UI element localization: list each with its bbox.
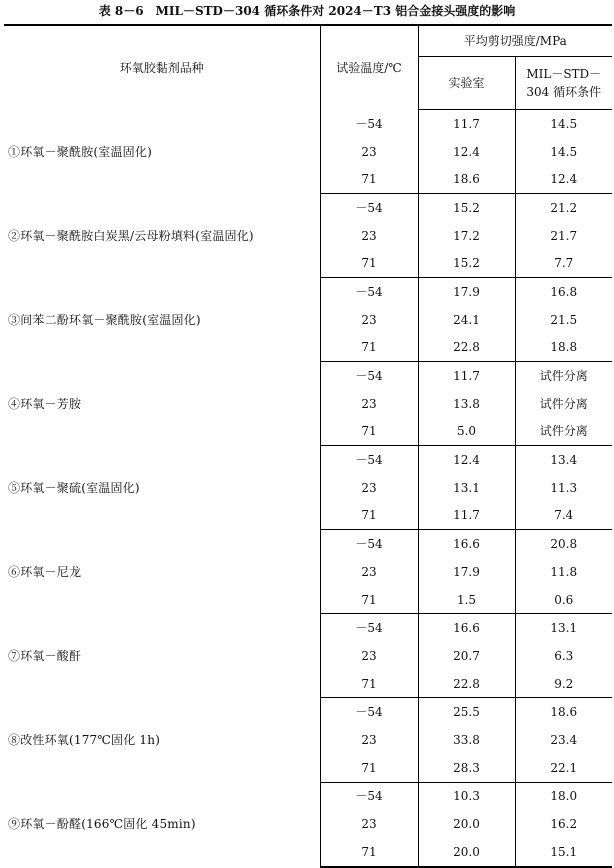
adhesive-name: ④环氧－芳胺	[4, 362, 320, 446]
mil-cycle-strength-cell: 18.6	[550, 705, 578, 720]
laboratory-strength-cell: 13.1	[418, 474, 515, 502]
laboratory-strength-cell: 16.6	[418, 530, 515, 558]
mil-cycle-strength-cell: 13.4	[550, 453, 578, 468]
test-temperature-cell: 71	[320, 838, 418, 867]
mil-cycle-strength-cell: 21.5	[550, 312, 578, 327]
test-temperature-cell: －54	[320, 614, 418, 642]
table-row	[4, 194, 612, 222]
mil-cycle-strength-cell: 14.5	[550, 144, 578, 159]
laboratory-strength-cell: 17.9	[418, 558, 515, 586]
mil-cycle-strength-cell: 21.7	[550, 228, 578, 243]
laboratory-strength-cell: 28.3	[418, 754, 515, 782]
test-temperature-cell: －54	[320, 278, 418, 306]
test-temperature-cell: －54	[320, 362, 418, 390]
laboratory-strength-cell: 22.8	[418, 334, 515, 362]
mil-cycle-strength-cell: 试件分离	[539, 396, 588, 411]
laboratory-strength-cell: 11.7	[418, 362, 515, 390]
table-row	[4, 278, 612, 306]
laboratory-strength-cell: 24.1	[418, 306, 515, 334]
mil-cycle-strength-cell: 14.5	[550, 116, 578, 131]
mil-cycle-strength-cell: 试件分离	[539, 369, 588, 384]
mil-cycle-strength-cell: 11.3	[550, 480, 578, 495]
table-row	[4, 782, 612, 810]
mil-cycle-strength-cell: 21.2	[550, 200, 578, 215]
laboratory-strength-cell: 17.9	[418, 278, 515, 306]
adhesive-name: ③间苯二酚环氧－聚酰胺(室温固化)	[4, 278, 320, 362]
table-row	[4, 530, 612, 558]
laboratory-strength-cell: 16.6	[418, 614, 515, 642]
laboratory-strength-cell: 1.5	[418, 586, 515, 614]
test-temperature-cell: 71	[320, 586, 418, 614]
adhesive-name: ⑤环氧－聚硫(室温固化)	[4, 446, 320, 530]
header-mil-line1: MIL－STD－	[526, 67, 602, 81]
mil-cycle-strength-cell: 18.8	[515, 334, 612, 362]
laboratory-strength-cell: 15.2	[418, 249, 515, 277]
table-row	[4, 698, 612, 726]
adhesive-name: ②环氧－聚酰胺白炭黑/云母粉填料(室温固化)	[4, 194, 320, 278]
mil-cycle-strength-cell: 18.0	[550, 789, 578, 804]
test-temperature-cell: 23	[320, 810, 418, 838]
laboratory-strength-cell: 12.4	[418, 446, 515, 474]
header-laboratory: 实验室	[418, 57, 515, 110]
adhesive-name: ⑨环氧－酚醛(166℃固化 45min)	[4, 782, 320, 867]
laboratory-strength-cell: 15.2	[418, 194, 515, 222]
mil-cycle-strength-cell: 7.7	[515, 249, 612, 277]
table-row	[4, 446, 612, 474]
table-row	[4, 614, 612, 642]
header-mil-cycle	[515, 57, 612, 110]
laboratory-strength-cell: 11.7	[418, 110, 515, 138]
mil-cycle-strength-cell: 9.2	[515, 670, 612, 698]
laboratory-strength-cell: 11.7	[418, 502, 515, 530]
laboratory-strength-cell: 20.0	[418, 838, 515, 867]
test-temperature-cell: 71	[320, 165, 418, 193]
table-row	[4, 110, 612, 138]
mil-cycle-strength-cell: 16.8	[550, 284, 578, 299]
mil-cycle-strength-cell: 15.1	[515, 838, 612, 867]
test-temperature-cell: 71	[320, 754, 418, 782]
test-temperature-cell: －54	[320, 698, 418, 726]
mil-cycle-strength-cell: 13.1	[550, 621, 578, 636]
test-temperature-cell: 23	[320, 726, 418, 754]
test-temperature-cell: 23	[320, 558, 418, 586]
mil-cycle-strength-cell: 6.3	[554, 648, 574, 663]
test-temperature-cell: 71	[320, 249, 418, 277]
test-temperature-cell: 23	[320, 390, 418, 418]
adhesive-name: ⑥环氧－尼龙	[4, 530, 320, 614]
mil-cycle-strength-cell: 16.2	[550, 817, 578, 832]
table-caption: 表 8－6 MIL－STD－304 循环条件对 2024－T3 铝合金接头强度的影响	[98, 4, 516, 18]
mil-cycle-strength-cell: 试件分离	[515, 418, 612, 446]
test-temperature-cell: 23	[320, 642, 418, 670]
header-adhesive: 环氧胶黏剂品种	[4, 25, 320, 110]
mil-cycle-strength-cell: 11.8	[550, 564, 578, 579]
header-mil-line2: 304 循环条件	[526, 85, 602, 99]
laboratory-strength-cell: 22.8	[418, 670, 515, 698]
laboratory-strength-cell: 10.3	[418, 782, 515, 810]
test-temperature-cell: －54	[320, 110, 418, 138]
mil-cycle-strength-cell: 7.4	[515, 502, 612, 530]
mil-cycle-strength-cell: 22.1	[515, 754, 612, 782]
test-temperature-cell: 23	[320, 222, 418, 250]
test-temperature-cell: 71	[320, 418, 418, 446]
mil-cycle-strength-cell: 20.8	[550, 537, 578, 552]
test-temperature-cell: －54	[320, 446, 418, 474]
laboratory-strength-cell: 25.5	[418, 698, 515, 726]
test-temperature-cell: －54	[320, 530, 418, 558]
adhesive-name: ⑧改性环氧(177℃固化 1h)	[4, 698, 320, 782]
test-temperature-cell: －54	[320, 194, 418, 222]
laboratory-strength-cell: 17.2	[418, 222, 515, 250]
mil-cycle-strength-cell: 12.4	[515, 165, 612, 193]
laboratory-strength-cell: 5.0	[418, 418, 515, 446]
header-average-shear-strength: 平均剪切强度/MPa	[418, 25, 612, 57]
table-row	[4, 362, 612, 390]
mil-cycle-strength-cell: 0.6	[515, 586, 612, 614]
mil-cycle-strength-cell: 23.4	[550, 732, 578, 747]
test-temperature-cell: 23	[320, 306, 418, 334]
laboratory-strength-cell: 20.0	[418, 810, 515, 838]
test-temperature-cell: 71	[320, 502, 418, 530]
shear-strength-table	[4, 24, 612, 868]
header-test-temperature: 试验温度/℃	[320, 25, 418, 110]
adhesive-name: ⑦环氧－酸酐	[4, 614, 320, 698]
laboratory-strength-cell: 20.7	[418, 642, 515, 670]
adhesive-name: ①环氧－聚酰胺(室温固化)	[4, 110, 320, 194]
test-temperature-cell: 71	[320, 670, 418, 698]
test-temperature-cell: 23	[320, 138, 418, 166]
table-body	[4, 110, 612, 867]
laboratory-strength-cell: 12.4	[418, 138, 515, 166]
laboratory-strength-cell: 13.8	[418, 390, 515, 418]
laboratory-strength-cell: 33.8	[418, 726, 515, 754]
test-temperature-cell: 71	[320, 334, 418, 362]
test-temperature-cell: 23	[320, 474, 418, 502]
laboratory-strength-cell: 18.6	[418, 165, 515, 193]
test-temperature-cell: －54	[320, 782, 418, 810]
